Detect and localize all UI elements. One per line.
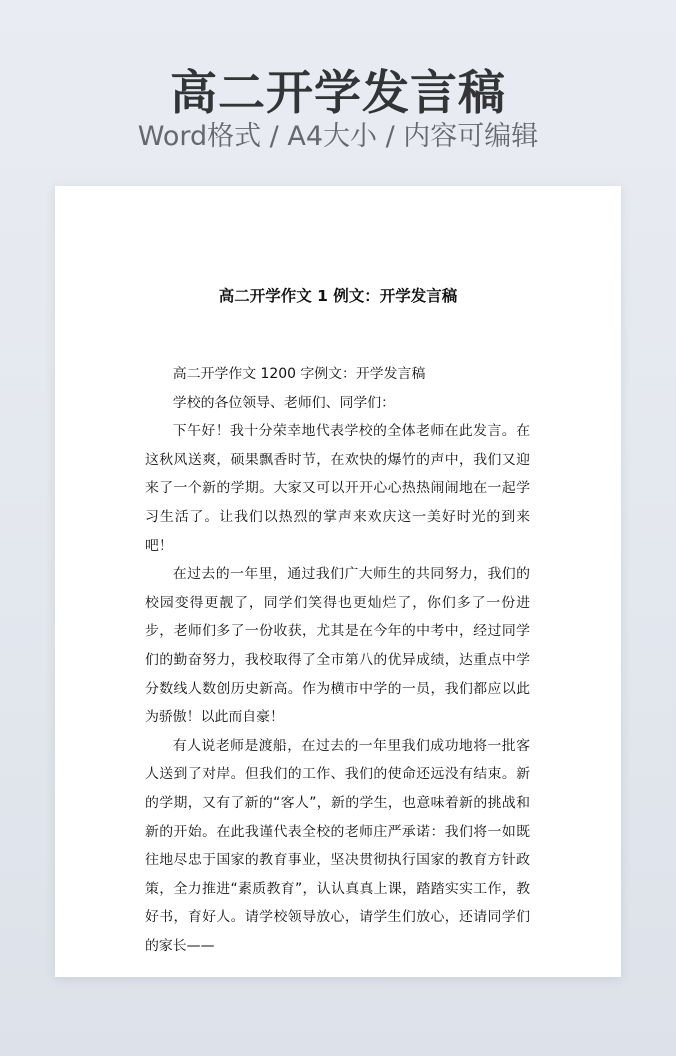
banner-title: 高二开学发言稿 [170, 66, 506, 121]
paragraph-greeting: 下午好！我十分荣幸地代表学校的全体老师在此发言。在这秋风送爽，硕果飘香时节，在欢快的爆竹的声中，我们又迎来了一个新的学期。大家又可以开开心心热热闹闹地在一起学习生活了。让我们以热烈的掌声来欢庆这一美好时光的到来吧！ [145, 423, 530, 554]
banner [0, 0, 676, 186]
document-page [55, 186, 621, 977]
document-title: 高二开学作文 1 例文：开学发言稿 [218, 287, 458, 305]
paragraph-heading: 高二开学作文 1200 字例文：开学发言稿 [172, 366, 426, 382]
banner-subtitle: Word格式 / A4大小 / 内容可编辑 [137, 121, 539, 152]
paragraph-salutation: 学校的各位领导、老师们、同学们： [172, 394, 396, 411]
paragraph-promise: 有人说老师是渡船，在过去的一年里我们成功地将一批客人送到了对岸。但我们的工作、我们的使命还远没有结束。新的学期，又有了新的“客人”，新的学生，也意味着新的挑战和新的开始。在此我谨代表全校的老师庄严承诺：我们将一如既往地尽忠于国家的教育事业，坚决贯彻执行国家的教育方针政策，全力推进“素质教育”，认认真真上课，踏踏实实工作，教好书，育好人。请学校领导放心，请学生们放心，还请同学们的家长—— [145, 737, 530, 954]
paragraph-past-year: 在过去的一年里，通过我们广大师生的共同努力，我们的校园变得更靓了，同学们笑得也更灿烂了，你们多了一份进步，老师们多了一份收获，尤其是在今年的中考中，经过同学们的勤奋努力，我校取得了全市第八的优异成绩，达重点中学分数线人数创历史新高。作为横市中学的一员，我们都应以此为骄傲！以此而自豪！ [145, 566, 530, 726]
document-body [145, 360, 530, 960]
